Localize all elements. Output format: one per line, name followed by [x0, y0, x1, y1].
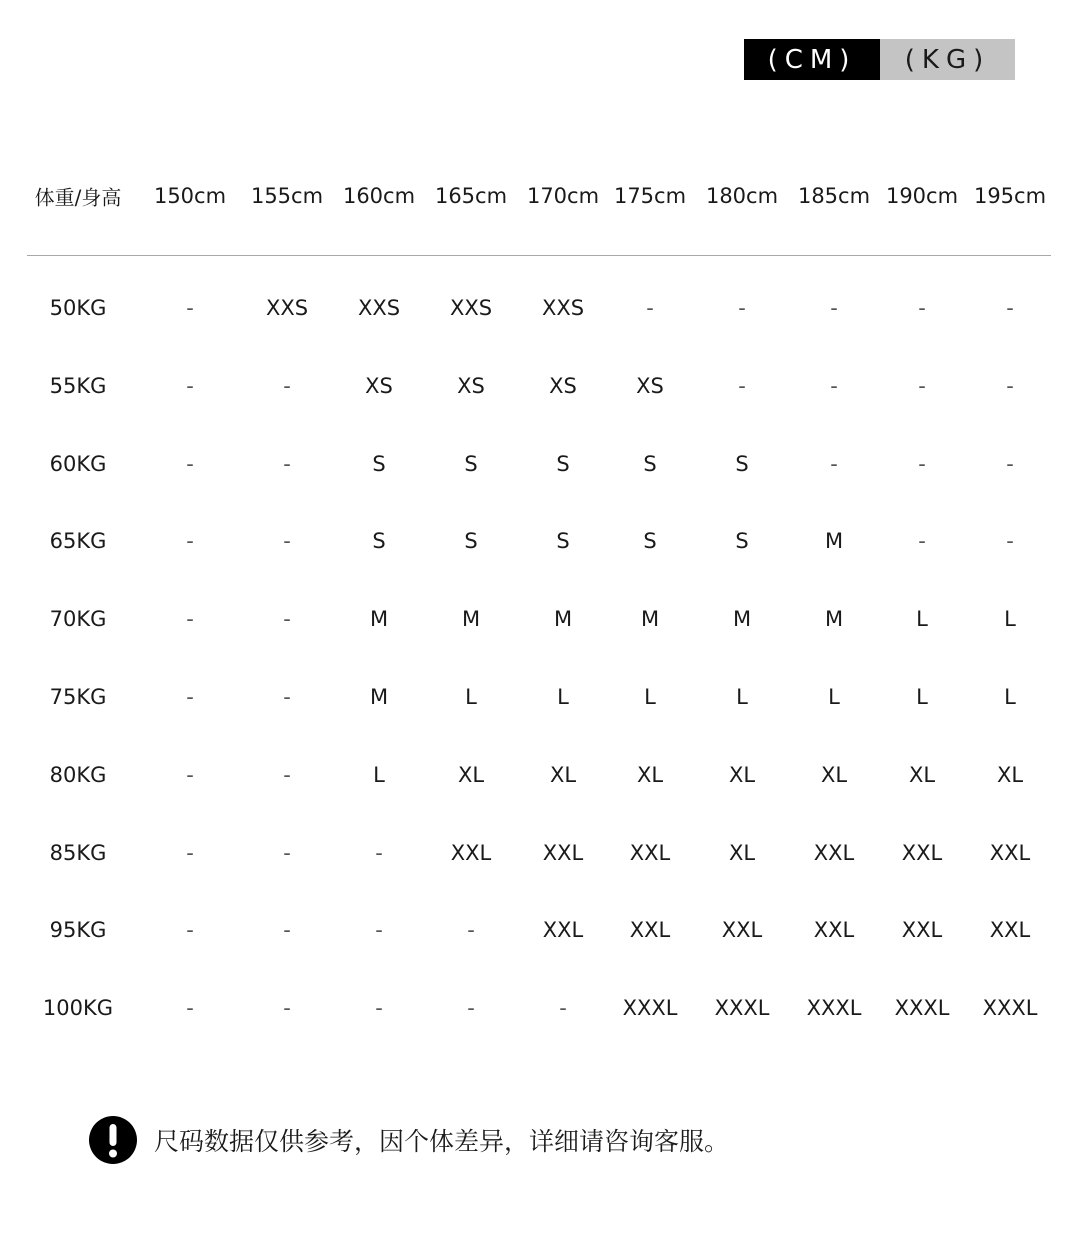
size-cell: M — [640, 607, 660, 632]
size-cell: - — [283, 373, 291, 398]
size-cell: - — [1006, 451, 1014, 476]
row-label: 70KG — [49, 607, 107, 632]
size-cell: - — [559, 996, 567, 1021]
size-cell: XXL — [989, 840, 1031, 865]
size-cell: - — [1006, 529, 1014, 554]
size-cell: - — [467, 918, 475, 943]
size-cell: - — [283, 607, 291, 632]
column-header: 190cm — [885, 184, 959, 208]
size-cell: S — [643, 529, 657, 554]
size-cell: M — [732, 607, 752, 632]
size-cell: S — [556, 529, 570, 554]
size-cell: - — [918, 296, 926, 320]
size-cell: - — [1006, 373, 1014, 398]
size-cell: S — [372, 451, 386, 476]
size-cell: XL — [820, 762, 848, 787]
column-header: 170cm — [526, 184, 600, 208]
size-cell: XXS — [449, 296, 493, 320]
size-cell: XL — [728, 762, 756, 787]
size-cell: XL — [636, 762, 664, 787]
size-cell: - — [283, 840, 291, 865]
size-cell: XS — [549, 373, 577, 398]
row-label: 65KG — [49, 529, 107, 554]
size-cell: XXL — [813, 840, 855, 865]
row-label: 55KG — [49, 373, 107, 398]
size-cell: L — [1004, 685, 1016, 709]
size-cell: XXL — [629, 918, 671, 943]
size-cell: S — [735, 529, 749, 554]
size-cell: - — [283, 451, 291, 476]
size-cell: - — [375, 996, 383, 1021]
size-cell: XXXL — [622, 996, 678, 1021]
size-cell: L — [828, 685, 840, 709]
size-cell: XXL — [901, 840, 943, 865]
unit-kg-button[interactable]: (KG) — [880, 39, 1015, 80]
size-cell: - — [283, 762, 291, 787]
size-cell: XL — [908, 762, 936, 787]
size-cell: - — [186, 296, 194, 320]
column-header: 160cm — [342, 184, 416, 208]
size-cell: XL — [549, 762, 577, 787]
size-cell: XXL — [813, 918, 855, 943]
size-cell: - — [186, 918, 194, 943]
size-cell: S — [556, 451, 570, 476]
row-label: 60KG — [49, 451, 107, 476]
size-cell: - — [186, 373, 194, 398]
size-cell: L — [916, 685, 928, 709]
size-cell: S — [643, 451, 657, 476]
size-cell: S — [735, 451, 749, 476]
unit-cm-button[interactable]: (CM) — [744, 39, 880, 80]
size-cell: XXXL — [806, 996, 862, 1021]
row-label: 80KG — [49, 762, 107, 787]
size-cell: XS — [365, 373, 393, 398]
column-header: 150cm — [153, 184, 227, 208]
size-cell: XXS — [357, 296, 401, 320]
size-cell: L — [1004, 607, 1016, 632]
size-cell: M — [553, 607, 573, 632]
header-divider — [27, 255, 1051, 256]
size-cell: - — [283, 996, 291, 1021]
size-cell: M — [824, 529, 844, 554]
size-cell: - — [918, 373, 926, 398]
size-cell: - — [646, 296, 654, 320]
size-cell: XXL — [721, 918, 763, 943]
size-cell: - — [738, 296, 746, 320]
size-cell: - — [830, 373, 838, 398]
size-cell: XL — [457, 762, 485, 787]
size-cell: XXL — [450, 840, 492, 865]
note-text: 尺码数据仅供参考，因个体差异，详细请咨询客服。 — [154, 1127, 730, 1156]
size-cell: - — [186, 840, 194, 865]
size-cell: - — [186, 996, 194, 1021]
row-label: 75KG — [49, 685, 107, 709]
column-header: 165cm — [434, 184, 508, 208]
row-label: 50KG — [49, 296, 107, 320]
column-header: 185cm — [797, 184, 871, 208]
column-header: 175cm — [613, 184, 687, 208]
exclamation-icon — [89, 1116, 137, 1164]
size-cell: XXL — [542, 918, 584, 943]
size-cell: XXL — [542, 840, 584, 865]
size-cell: - — [283, 529, 291, 554]
size-cell: L — [916, 607, 928, 632]
size-cell: XXL — [989, 918, 1031, 943]
row-label: 95KG — [49, 918, 107, 943]
row-label: 100KG — [42, 996, 114, 1021]
size-cell: S — [464, 451, 478, 476]
column-header: 180cm — [705, 184, 779, 208]
size-cell: XXS — [265, 296, 309, 320]
size-cell: XXXL — [982, 996, 1038, 1021]
size-cell: XXL — [901, 918, 943, 943]
size-cell: - — [918, 451, 926, 476]
size-cell: L — [373, 762, 385, 787]
column-header: 155cm — [250, 184, 324, 208]
size-cell: XXXL — [894, 996, 950, 1021]
size-cell: - — [1006, 296, 1014, 320]
unit-toggle[interactable] — [744, 39, 1015, 80]
size-note — [89, 1116, 729, 1164]
header-corner-label: 体重/身高 — [34, 185, 122, 210]
size-cell: - — [283, 918, 291, 943]
size-cell: XS — [457, 373, 485, 398]
size-cell: - — [186, 762, 194, 787]
size-cell: L — [644, 685, 656, 709]
row-label: 85KG — [49, 840, 107, 865]
size-cell: XXS — [541, 296, 585, 320]
size-cell: XL — [728, 840, 756, 865]
size-cell: XXL — [629, 840, 671, 865]
size-cell: L — [465, 685, 477, 709]
size-cell: - — [830, 451, 838, 476]
size-cell: L — [736, 685, 748, 709]
size-cell: XXXL — [714, 996, 770, 1021]
size-cell: M — [369, 685, 389, 709]
column-header: 195cm — [973, 184, 1047, 208]
size-cell: - — [918, 529, 926, 554]
size-cell: M — [461, 607, 481, 632]
size-cell: - — [283, 685, 291, 709]
size-cell: - — [186, 607, 194, 632]
size-cell: - — [830, 296, 838, 320]
size-cell: M — [369, 607, 389, 632]
size-cell: - — [467, 996, 475, 1021]
size-cell: - — [738, 373, 746, 398]
size-cell: - — [186, 451, 194, 476]
size-cell: XS — [636, 373, 664, 398]
size-cell: XL — [996, 762, 1024, 787]
size-cell: S — [464, 529, 478, 554]
size-cell: M — [824, 607, 844, 632]
size-cell: - — [186, 685, 194, 709]
size-cell: S — [372, 529, 386, 554]
size-cell: - — [375, 840, 383, 865]
size-cell: - — [186, 529, 194, 554]
size-cell: L — [557, 685, 569, 709]
size-cell: - — [375, 918, 383, 943]
